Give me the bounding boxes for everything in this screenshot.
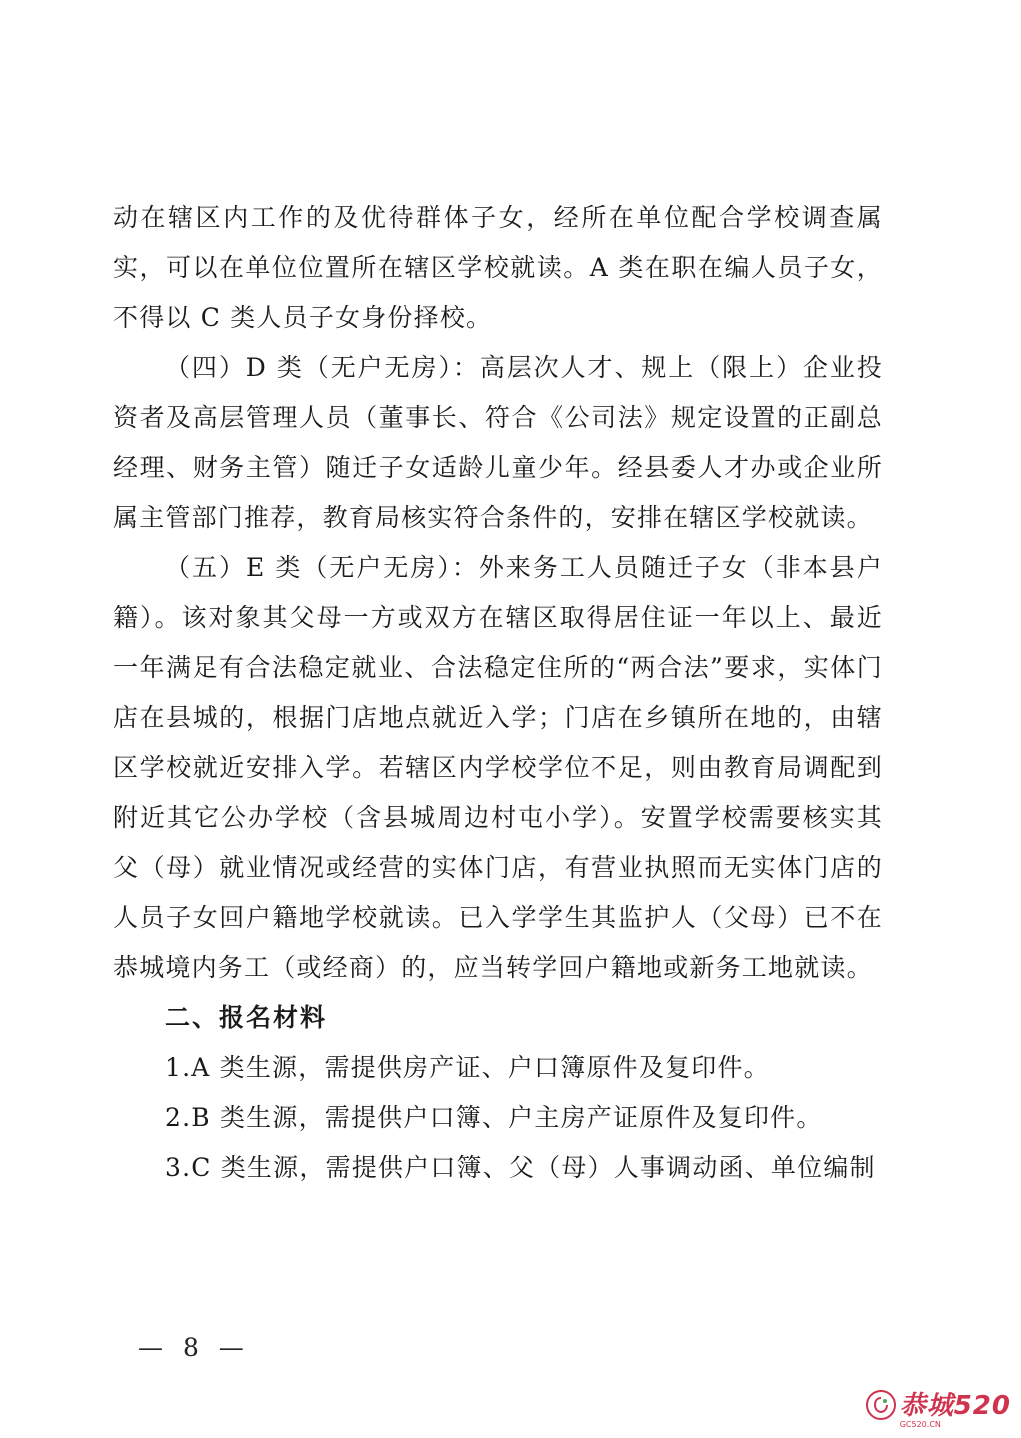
material-item-2: 2.B 类生源，需提供户口簿、户主房产证原件及复印件。 (165, 1103, 823, 1132)
material-item-3: 3.C 类生源，需提供户口簿、父（母）人事调动函、单位编制 (165, 1153, 876, 1182)
watermark-text: 恭城520 (899, 1391, 1011, 1421)
site-watermark (866, 1390, 1011, 1430)
page-number: — 8 — (138, 1333, 250, 1362)
watermark-url: GC520.CN (899, 1420, 941, 1429)
paragraph-continuation: 动在辖区内工作的及优待群体子女，经所在单位配合学校调查属实，可以在单位位置所在辖区学校就读。A 类在职在编人员子女，不得以 C 类人员子女身份择校。 (113, 203, 883, 332)
document-body (113, 193, 883, 1193)
paragraph-category-e: （五）E 类（无户无房）：外来务工人员随迁子女（非本县户籍）。该对象其父母一方或双方在辖区取得居住证一年以上、最近一年满足有合法稳定就业、合法稳定住所的“两合法”要求，实体门店在县城的，根据门店地点就近入学；门店在乡镇所在地的，由辖区学校就近安排入学。若辖区内学校学位不足，则由教育局调配到附近其它公办学校（含县城周边村屯小学）。安置学校需要核实其父（母）就业情况或经营的实体门店，有营业执照而无实体门店的人员子女回户籍地学校就读。已入学学生其监护人（父母）已不在恭城境内务工（或经商）的，应当转学回户籍地或新务工地就读。 (113, 553, 883, 982)
watermark-logo-icon (866, 1390, 896, 1420)
material-item-1: 1.A 类生源，需提供房产证、户口簿原件及复印件。 (165, 1053, 770, 1082)
paragraph-category-d: （四）D 类（无户无房）：高层次人才、规上（限上）企业投资者及高层管理人员（董事长、符合《公司法》规定设置的正副总经理、财务主管）随迁子女适龄儿童少年。经县委人才办或企业所属主管部门推荐，教育局核实符合条件的，安排在辖区学校就读。 (113, 353, 883, 532)
section-heading: 二、报名材料 (165, 1003, 328, 1032)
